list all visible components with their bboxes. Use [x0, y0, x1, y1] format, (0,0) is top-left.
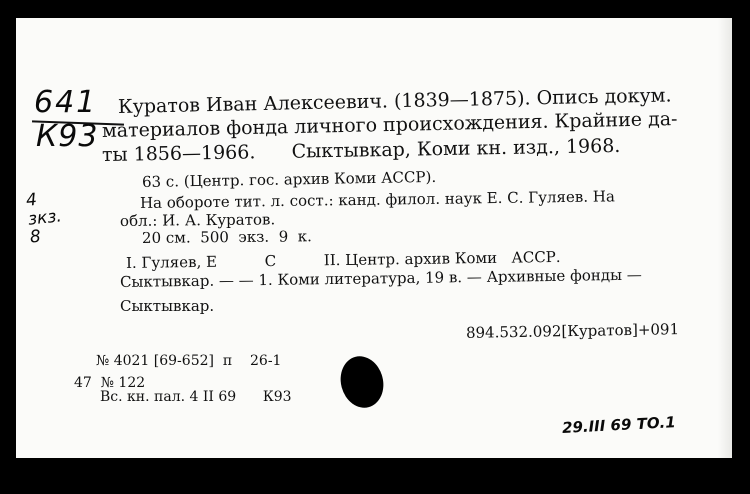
card-line-3: ты 1856—1966. Сыктывкар, Коми кн. изд., 1968. — [101, 134, 621, 166]
registration-line-3: Вс. кн. пал. 4 II 69 К93 — [100, 389, 292, 405]
handwritten-date: 29.III 69 ТО.1 — [561, 413, 677, 437]
card-line-2: материалов фонда личного происхождения. Крайние да- — [101, 107, 678, 142]
card-line-7: 20 см. 500 экз. 9 к. — [141, 227, 312, 247]
card-line-4: 63 с. (Центр. гос. архив Коми АССР). — [141, 167, 437, 191]
call-number-top: 641 — [34, 85, 98, 120]
catalog-card — [16, 18, 732, 458]
ink-blot — [335, 351, 389, 412]
card-line-6: обл.: И. А. Куратов. — [119, 210, 276, 230]
tracing-line-2: Сыктывкар. — — 1. Коми литература, 19 в. — Архивные фонды — — [119, 265, 642, 291]
registration-line-1: № 4021 [69-652] п 26-1 — [96, 353, 282, 369]
card-heading: Куратов Иван Алексеевич. (1839—1875). Опись докум. — [117, 84, 672, 118]
registration-line-2: 47 № 122 — [74, 375, 146, 391]
margin-note: 4 зкз. 8 — [25, 189, 63, 248]
classification-number: 894.532.092[Куратов]+091 — [465, 320, 680, 342]
scan-bottom-edge — [0, 476, 750, 494]
card-line-5: На обороте тит. л. сост.: канд. филол. наук Е. С. Гуляев. На — [139, 187, 615, 212]
card-edge-shading — [718, 18, 732, 458]
call-number-bottom: К93 — [36, 119, 99, 154]
tracing-line-1: I. Гуляев, Е С II. Центр. архив Коми АССР. — [125, 247, 561, 272]
tracing-line-3: Сыктывкар. — [120, 297, 215, 315]
